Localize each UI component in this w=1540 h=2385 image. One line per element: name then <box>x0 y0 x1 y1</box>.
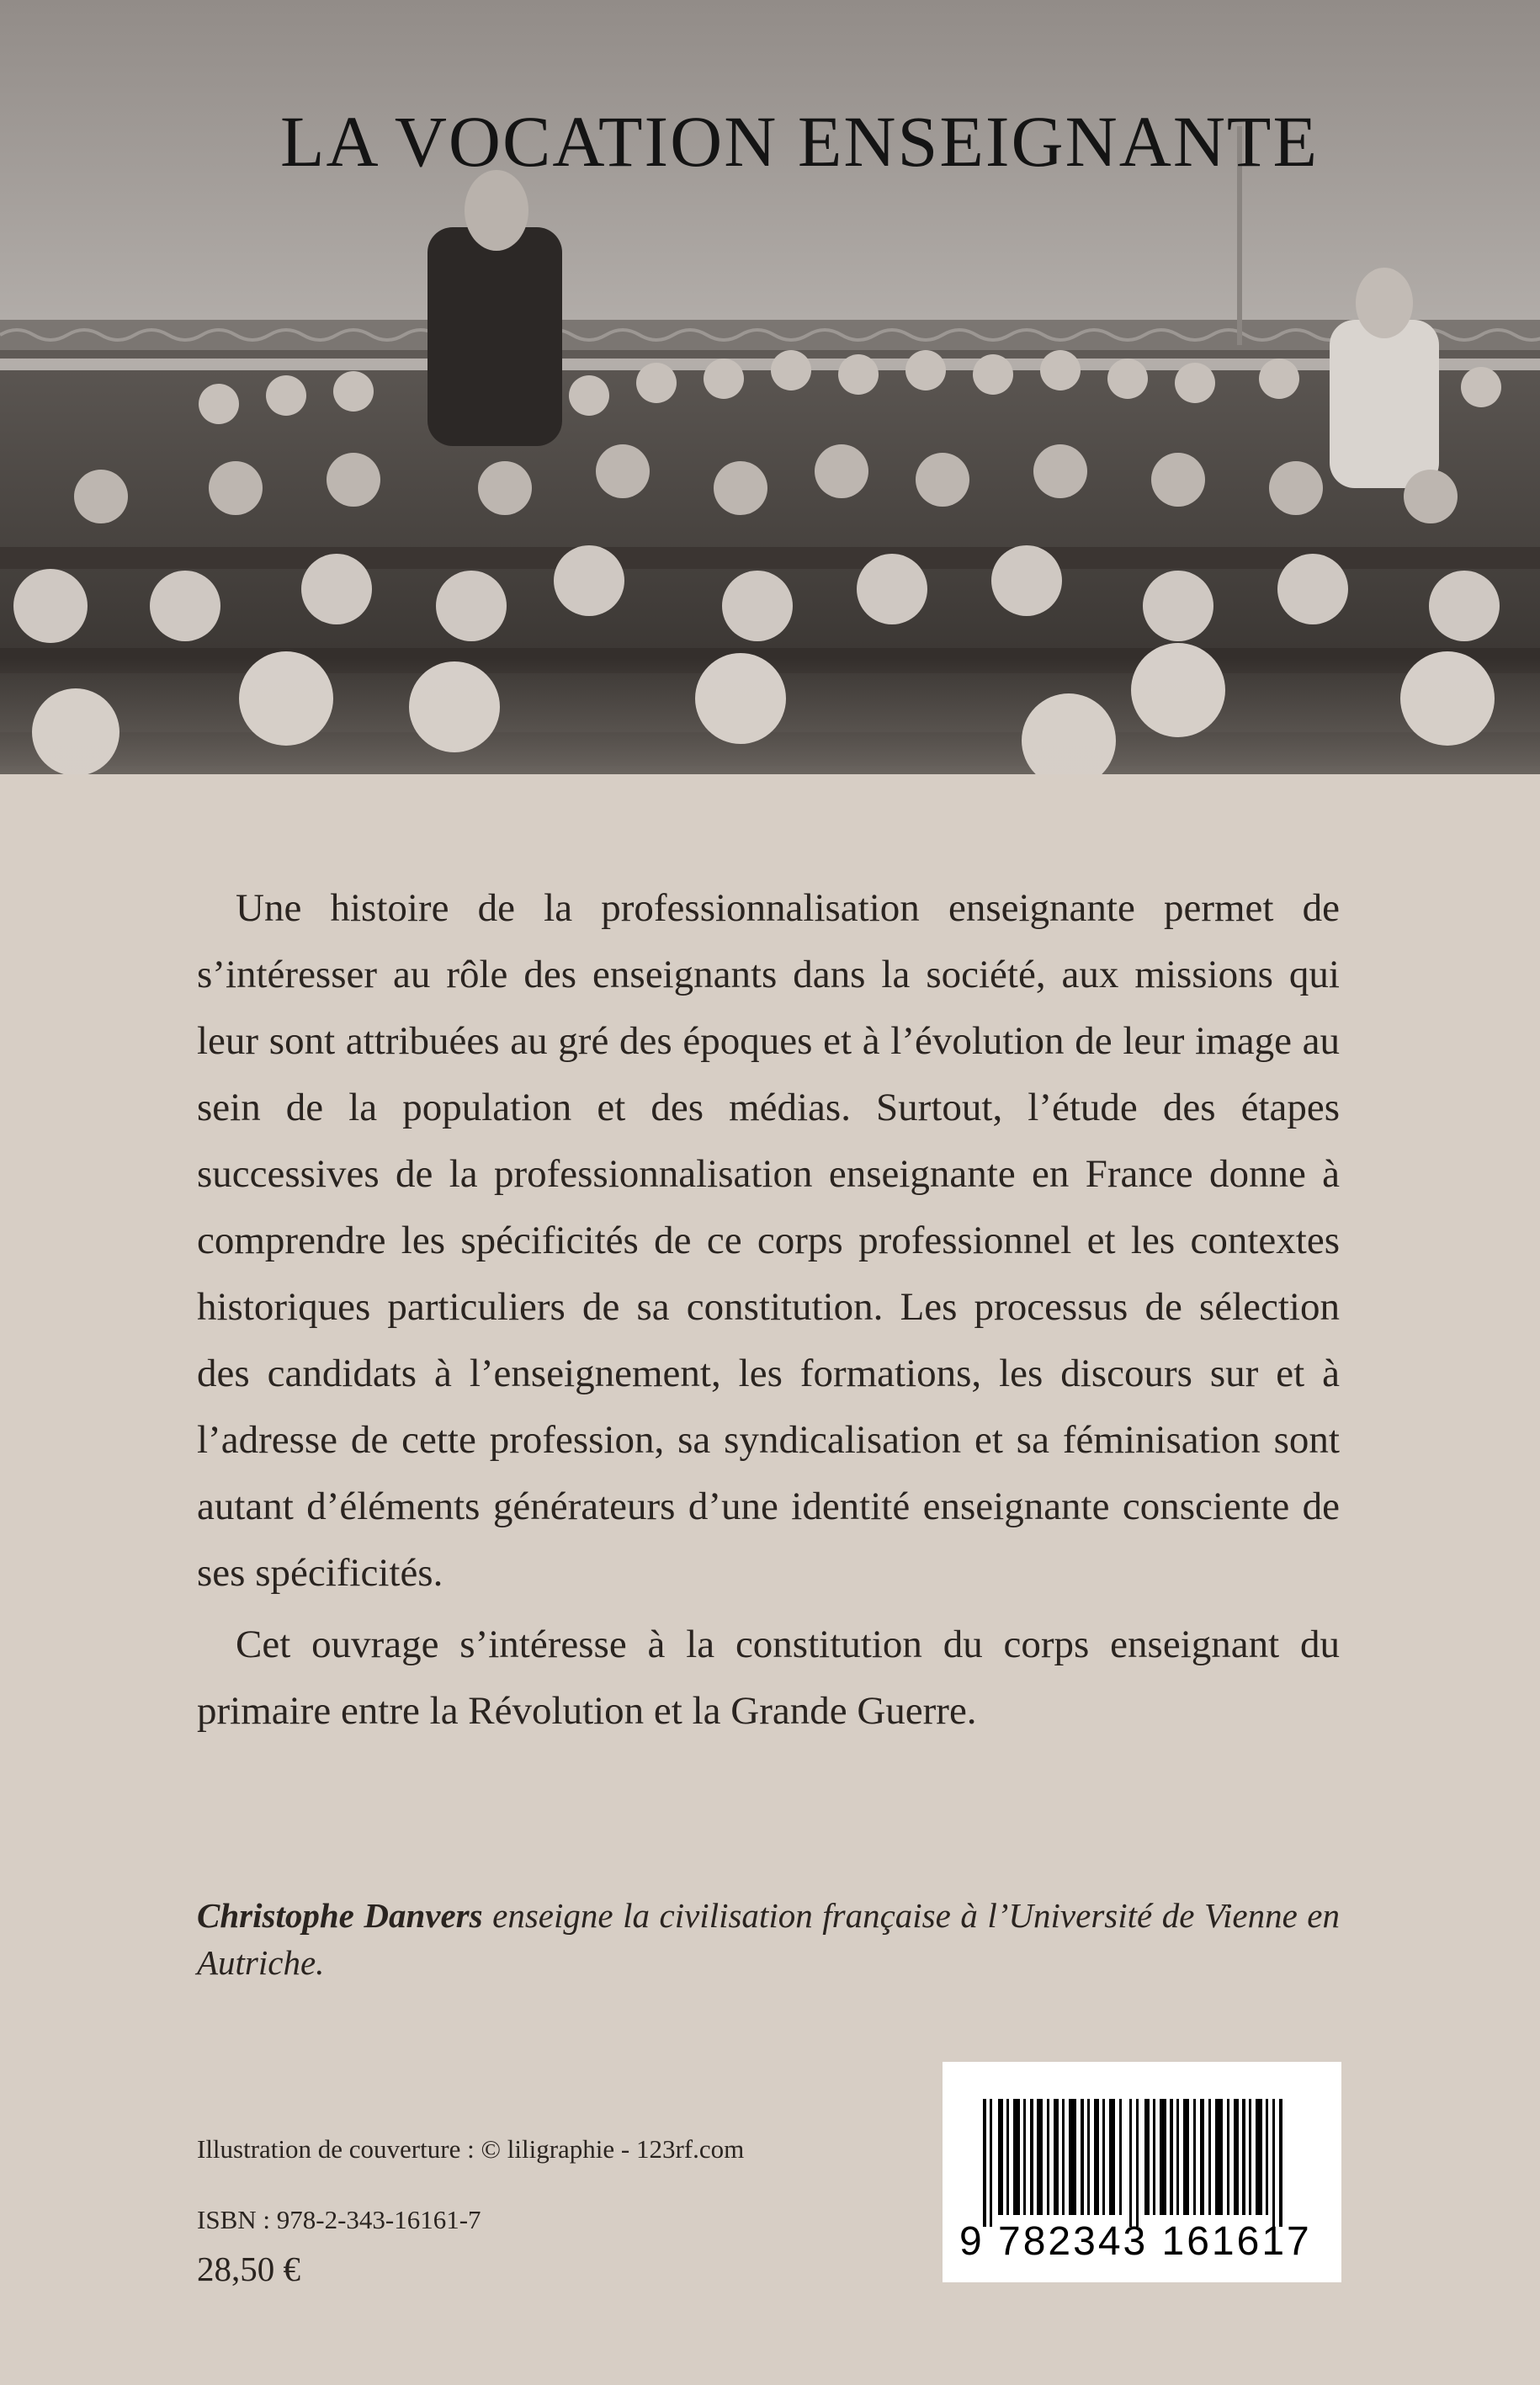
back-cover-blurb <box>197 875 1340 1745</box>
author-description: enseigne la civilisation française à l’Université de Vienne en Autriche. <box>197 1896 1340 1982</box>
cover-photo <box>0 0 1540 774</box>
author-bio <box>197 1892 1340 1986</box>
author-name: Christophe Danvers <box>197 1896 483 1935</box>
isbn: ISBN : 978-2-343-16161-7 <box>197 2205 481 2234</box>
barcode-number: 9 782343 161617 <box>959 2219 1312 2264</box>
blurb-paragraph: Une histoire de la professionnalisation enseignante permet de s’intéresser au rôle des enseignants dans la société, aux missions qui leur sont attribuées au gré des époques et à l’évolution de leur image au sein de la population et des médias. Surtout, l’étude des étapes successives de la professionnalisation enseignante en France donne à comprendre les spécificités de ce corps professionnel et les contextes historiques particuliers de sa constitution. Les processus de sélection des candidats à l’enseignement, les formations, les discours sur et à l’adresse de cette profession, sa syndicalisation et sa féminisation sont autant d’éléments générateurs d’une identité enseignante consciente de ses spécificités. <box>197 886 1340 1595</box>
barcode <box>943 2062 1341 2282</box>
book-title: LA VOCATION ENSEIGNANTE <box>279 101 1319 182</box>
illustration-credit: Illustration de couverture : © liligraphie - 123rf.com <box>197 2134 745 2164</box>
price: 28,50 € <box>197 2250 300 2288</box>
blurb-paragraph: Cet ouvrage s’intéresse à la constitution du corps enseignant du primaire entre la Révolution et la Grande Guerre. <box>197 1623 1340 1733</box>
